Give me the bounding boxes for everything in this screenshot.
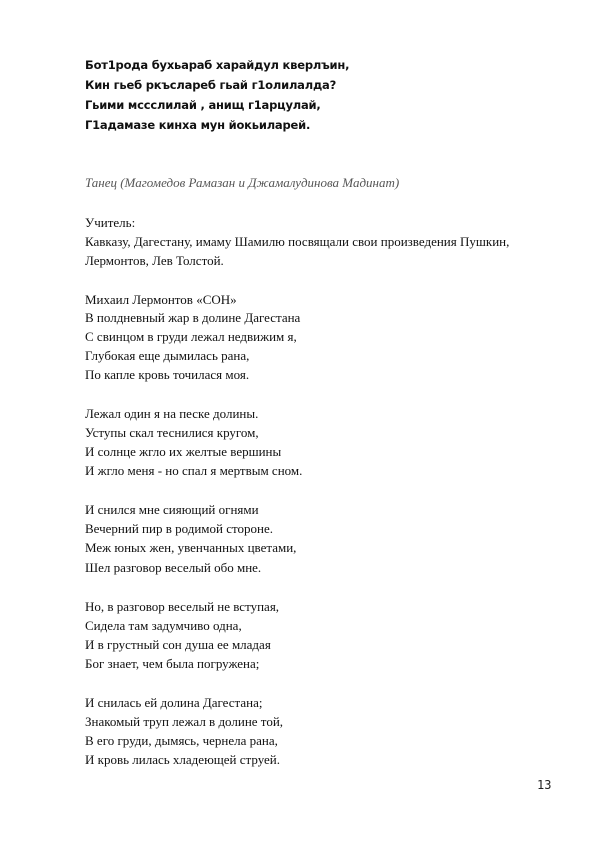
poem-line: И в грустный сон душа ее младая bbox=[85, 637, 271, 652]
poem-line: Вечерний пир в родимой стороне. bbox=[85, 521, 273, 536]
page-number: 13 bbox=[537, 778, 552, 792]
poem-line: По капле кровь точилася моя. bbox=[85, 367, 250, 382]
teacher-label: Учитель: bbox=[85, 215, 136, 230]
poem-line: Сидела там задумчиво одна, bbox=[85, 618, 242, 633]
avar-line-3: Гьими мссслилай , анищ г1арцулай, bbox=[85, 98, 321, 112]
poem-line: Лежал один я на песке долины. bbox=[85, 406, 259, 421]
poem-line: В полдневный жар в долине Дагестана bbox=[85, 310, 301, 325]
teacher-text-line-2: Лермонтов, Лев Толстой. bbox=[85, 253, 224, 268]
poem-line: В его груди, дымясь, чернела рана, bbox=[85, 733, 278, 748]
poem-line: Но, в разговор веселый не вступая, bbox=[85, 599, 280, 614]
poem-line: Шел разговор веселый обо мне. bbox=[85, 560, 262, 575]
poem-line: Глубокая еще дымилась рана, bbox=[85, 348, 250, 363]
poem-line: Уступы скал теснилися кругом, bbox=[85, 425, 259, 440]
poem-line: И солнце жгло их желтые вершины bbox=[85, 444, 282, 459]
poem-line: С свинцом в груди лежал недвижим я, bbox=[85, 329, 297, 344]
poem-line: И жгло меня - но спал я мертвым сном. bbox=[85, 463, 303, 478]
avar-line-4: Г1адамазе кинха мун йокьиларей. bbox=[85, 118, 311, 132]
avar-line-2: Кин гьеб ркъслареб гьай г1олилалда? bbox=[85, 78, 337, 92]
poem-line: И снился мне сияющий огнями bbox=[85, 502, 259, 517]
poem-line: Меж юных жен, увенчанных цветами, bbox=[85, 540, 297, 555]
poem-line: И кровь лилась хладеющей струей. bbox=[85, 752, 281, 767]
poem-line: Бог знает, чем была погружена; bbox=[85, 656, 260, 671]
dance-note: Танец (Магомедов Рамазан и Джамалудинова Мадинат) bbox=[85, 175, 400, 190]
poem-title: Михаил Лермонтов «СОН» bbox=[85, 292, 237, 307]
avar-line-1: Бот1рода бухьараб харайдул кверлъин, bbox=[85, 58, 350, 72]
poem-line: Знакомый труп лежал в долине той, bbox=[85, 714, 284, 729]
poem-line: И снилась ей долина Дагестана; bbox=[85, 695, 263, 710]
teacher-text-line-1: Кавказу, Дагестану, имаму Шамилю посвящали свои произведения Пушкин, bbox=[85, 234, 510, 249]
